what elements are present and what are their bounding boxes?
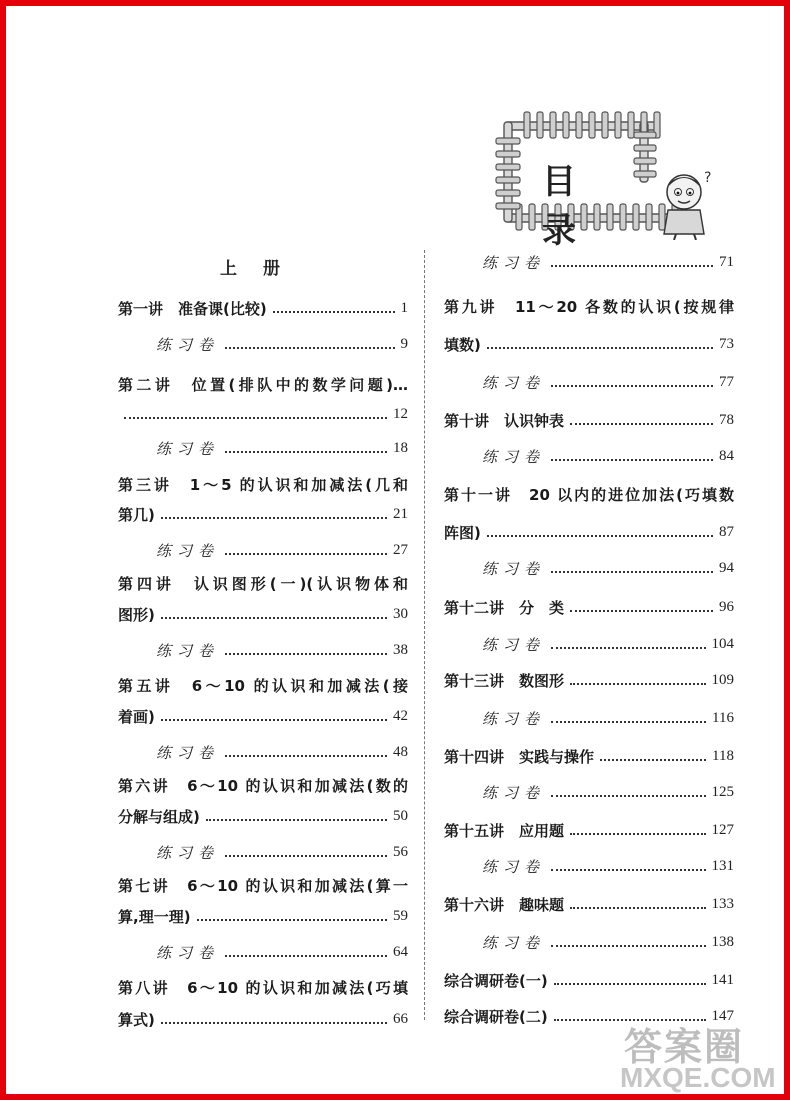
page-number: 30 [393, 605, 408, 622]
page-number: 9 [400, 335, 408, 352]
page-number: 84 [719, 447, 734, 464]
page-number: 42 [393, 707, 408, 724]
lecture-title: 填数) [444, 335, 481, 354]
toc-entry [118, 975, 408, 999]
dot-leader [600, 759, 706, 761]
lecture-title: 第几) [118, 505, 155, 524]
lecture-title: 第四讲 认识图形(一)(认识物体和 [118, 574, 408, 593]
toc-entry [444, 818, 734, 842]
dot-leader [225, 451, 387, 453]
page-number: 87 [719, 523, 734, 540]
exercise-label: 练习卷 [156, 843, 220, 862]
page-number: 78 [719, 411, 734, 428]
dot-leader [225, 855, 387, 857]
lecture-title: 阵图) [444, 523, 481, 542]
dot-leader [551, 795, 705, 797]
watermark-logo [614, 1016, 784, 1094]
toc-entry [118, 296, 408, 320]
dot-leader [551, 945, 705, 947]
toc-entry [118, 740, 408, 764]
dot-leader [551, 869, 705, 871]
dot-leader [225, 755, 387, 757]
page-number: 138 [711, 933, 734, 950]
exercise-label: 练习卷 [156, 943, 220, 962]
toc-entry [118, 502, 408, 526]
exercise-label: 练习卷 [482, 447, 546, 466]
dot-leader [570, 907, 705, 909]
page-number: 118 [712, 747, 734, 764]
exercise-label: 练习卷 [482, 559, 546, 578]
dot-leader [487, 535, 713, 537]
exercise-label: 练习卷 [482, 253, 546, 272]
page-number: 59 [393, 907, 408, 924]
page-number: 1 [400, 299, 408, 316]
toc-entry [118, 638, 408, 662]
dot-leader [161, 517, 387, 519]
toc-entry [118, 1007, 408, 1031]
lecture-title: 第十六讲 趣味题 [444, 895, 565, 914]
exercise-label: 练习卷 [156, 335, 220, 354]
toc-entry [118, 436, 408, 460]
toc-entry [444, 892, 734, 916]
toc-entry [444, 595, 734, 619]
toc-entry [444, 250, 734, 274]
lecture-title: 第十五讲 应用题 [444, 821, 565, 840]
toc-entry [444, 930, 734, 954]
toc-entry [118, 673, 408, 697]
toc-entry [118, 402, 408, 426]
toc-entry [444, 780, 734, 804]
dot-leader [551, 265, 713, 267]
toc-entry [118, 904, 408, 928]
page-number: 64 [393, 943, 408, 960]
page-number: 77 [719, 373, 734, 390]
page-number: 147 [711, 1007, 734, 1024]
toc-entry [444, 632, 734, 656]
toc-entry [444, 854, 734, 878]
page-number: 125 [711, 783, 734, 800]
toc-entry [444, 408, 734, 432]
dot-leader [225, 955, 387, 957]
lecture-title: 分解与组成) [118, 807, 200, 826]
dot-leader [570, 610, 713, 612]
toc-entry [118, 472, 408, 496]
toc-entry [118, 940, 408, 964]
lecture-title: 第十讲 认识钟表 [444, 411, 565, 430]
dot-leader [554, 983, 706, 985]
dot-leader [124, 417, 387, 419]
dot-leader [161, 719, 387, 721]
dot-leader [551, 721, 706, 723]
exercise-label: 练习卷 [156, 439, 220, 458]
page-number: 141 [711, 971, 734, 988]
exercise-label: 练习卷 [482, 635, 546, 654]
dot-leader [487, 347, 713, 349]
exercise-label: 练习卷 [482, 857, 546, 876]
page-number: 50 [393, 807, 408, 824]
lecture-title: 第十四讲 实践与操作 [444, 747, 595, 766]
toc-entry [444, 968, 734, 992]
dot-leader [570, 423, 713, 425]
page-number: 94 [719, 559, 734, 576]
dot-leader [161, 617, 387, 619]
toc-entry [118, 873, 408, 897]
column-divider [424, 250, 425, 1020]
dot-leader [206, 819, 387, 821]
exercise-label: 练习卷 [156, 743, 220, 762]
exercise-label: 练习卷 [156, 541, 220, 560]
toc-entry [444, 370, 734, 394]
toc-entry [118, 372, 408, 396]
svg-text:?: ? [704, 170, 712, 186]
lecture-title: 综合调研卷(二) [444, 1007, 548, 1026]
dot-leader [197, 919, 387, 921]
toc-title: 目录 [542, 162, 598, 251]
watermark-url: MXQE.COM [620, 1062, 776, 1093]
lecture-title: 第十三讲 数图形 [444, 671, 565, 690]
lecture-title: 第十一讲 20 以内的进位加法(巧填数 [444, 485, 734, 504]
toc-entry [118, 773, 408, 797]
lecture-title: 算式) [118, 1010, 155, 1029]
toc-entry [118, 538, 408, 562]
page-number: 104 [711, 635, 734, 652]
lecture-title: 综合调研卷(一) [444, 971, 548, 990]
lecture-title: 第九讲 11～20 各数的认识(按规律 [444, 297, 734, 316]
lecture-title: 第一讲 准备课(比较) [118, 299, 267, 318]
toc-entry [444, 294, 734, 318]
lecture-title: 第六讲 6～10 的认识和加减法(数的 [118, 776, 408, 795]
dot-leader [225, 347, 394, 349]
volume-heading: 上册 [220, 259, 306, 279]
lecture-title: 算,理一理) [118, 907, 191, 926]
page-number: 18 [393, 439, 408, 456]
toc-entry [444, 556, 734, 580]
page-number: 48 [393, 743, 408, 760]
toc-entry [118, 704, 408, 728]
exercise-label: 练习卷 [156, 641, 220, 660]
dot-leader [273, 311, 395, 313]
page-number: 66 [393, 1010, 408, 1027]
page-number: 109 [711, 671, 734, 688]
toc-entry [444, 332, 734, 356]
page-number: 131 [711, 857, 734, 874]
lecture-title: 第五讲 6～10 的认识和加减法(接 [118, 676, 408, 695]
dot-leader [551, 385, 713, 387]
exercise-label: 练习卷 [482, 933, 546, 952]
document-page [6, 6, 784, 1094]
page-number: 71 [719, 253, 734, 270]
toc-entry [118, 332, 408, 356]
page-number: 12 [393, 405, 408, 422]
exercise-label: 练习卷 [482, 709, 546, 728]
page-number: 38 [393, 641, 408, 658]
lecture-title: 第三讲 1～5 的认识和加减法(几和 [118, 475, 408, 494]
lecture-title: 第二讲 位置(排队中的数学问题)… [118, 375, 408, 394]
dot-leader [551, 571, 713, 573]
page-number: 21 [393, 505, 408, 522]
page-number: 73 [719, 335, 734, 352]
exercise-label: 练习卷 [482, 783, 546, 802]
page-number: 116 [712, 709, 734, 726]
toc-entry [444, 744, 734, 768]
lecture-title: 第七讲 6～10 的认识和加减法(算一 [118, 876, 408, 895]
lecture-title: 图形) [118, 605, 155, 624]
toc-entry [444, 706, 734, 730]
dot-leader [570, 683, 705, 685]
lecture-title: 第八讲 6～10 的认识和加减法(巧填 [118, 978, 408, 997]
cartoon-boy-mascot [654, 168, 718, 240]
dot-leader [551, 459, 713, 461]
lecture-title: 着画) [118, 707, 155, 726]
toc-entry [118, 804, 408, 828]
page-number: 127 [711, 821, 734, 838]
toc-entry [444, 444, 734, 468]
toc-entry [118, 571, 408, 595]
dot-leader [225, 553, 387, 555]
dot-leader [225, 653, 387, 655]
toc-entry [444, 482, 734, 506]
page-number: 133 [711, 895, 734, 912]
page-number: 96 [719, 598, 734, 615]
toc-entry [444, 520, 734, 544]
toc-entry [118, 602, 408, 626]
page-number: 56 [393, 843, 408, 860]
lecture-title: 第十二讲 分 类 [444, 598, 565, 617]
dot-leader [161, 1022, 387, 1024]
watermark-text: 答案圈 [624, 1025, 745, 1069]
page-number: 27 [393, 541, 408, 558]
toc-entry [444, 668, 734, 692]
toc-entry [118, 840, 408, 864]
dot-leader [570, 833, 705, 835]
exercise-label: 练习卷 [482, 373, 546, 392]
dot-leader [551, 647, 705, 649]
